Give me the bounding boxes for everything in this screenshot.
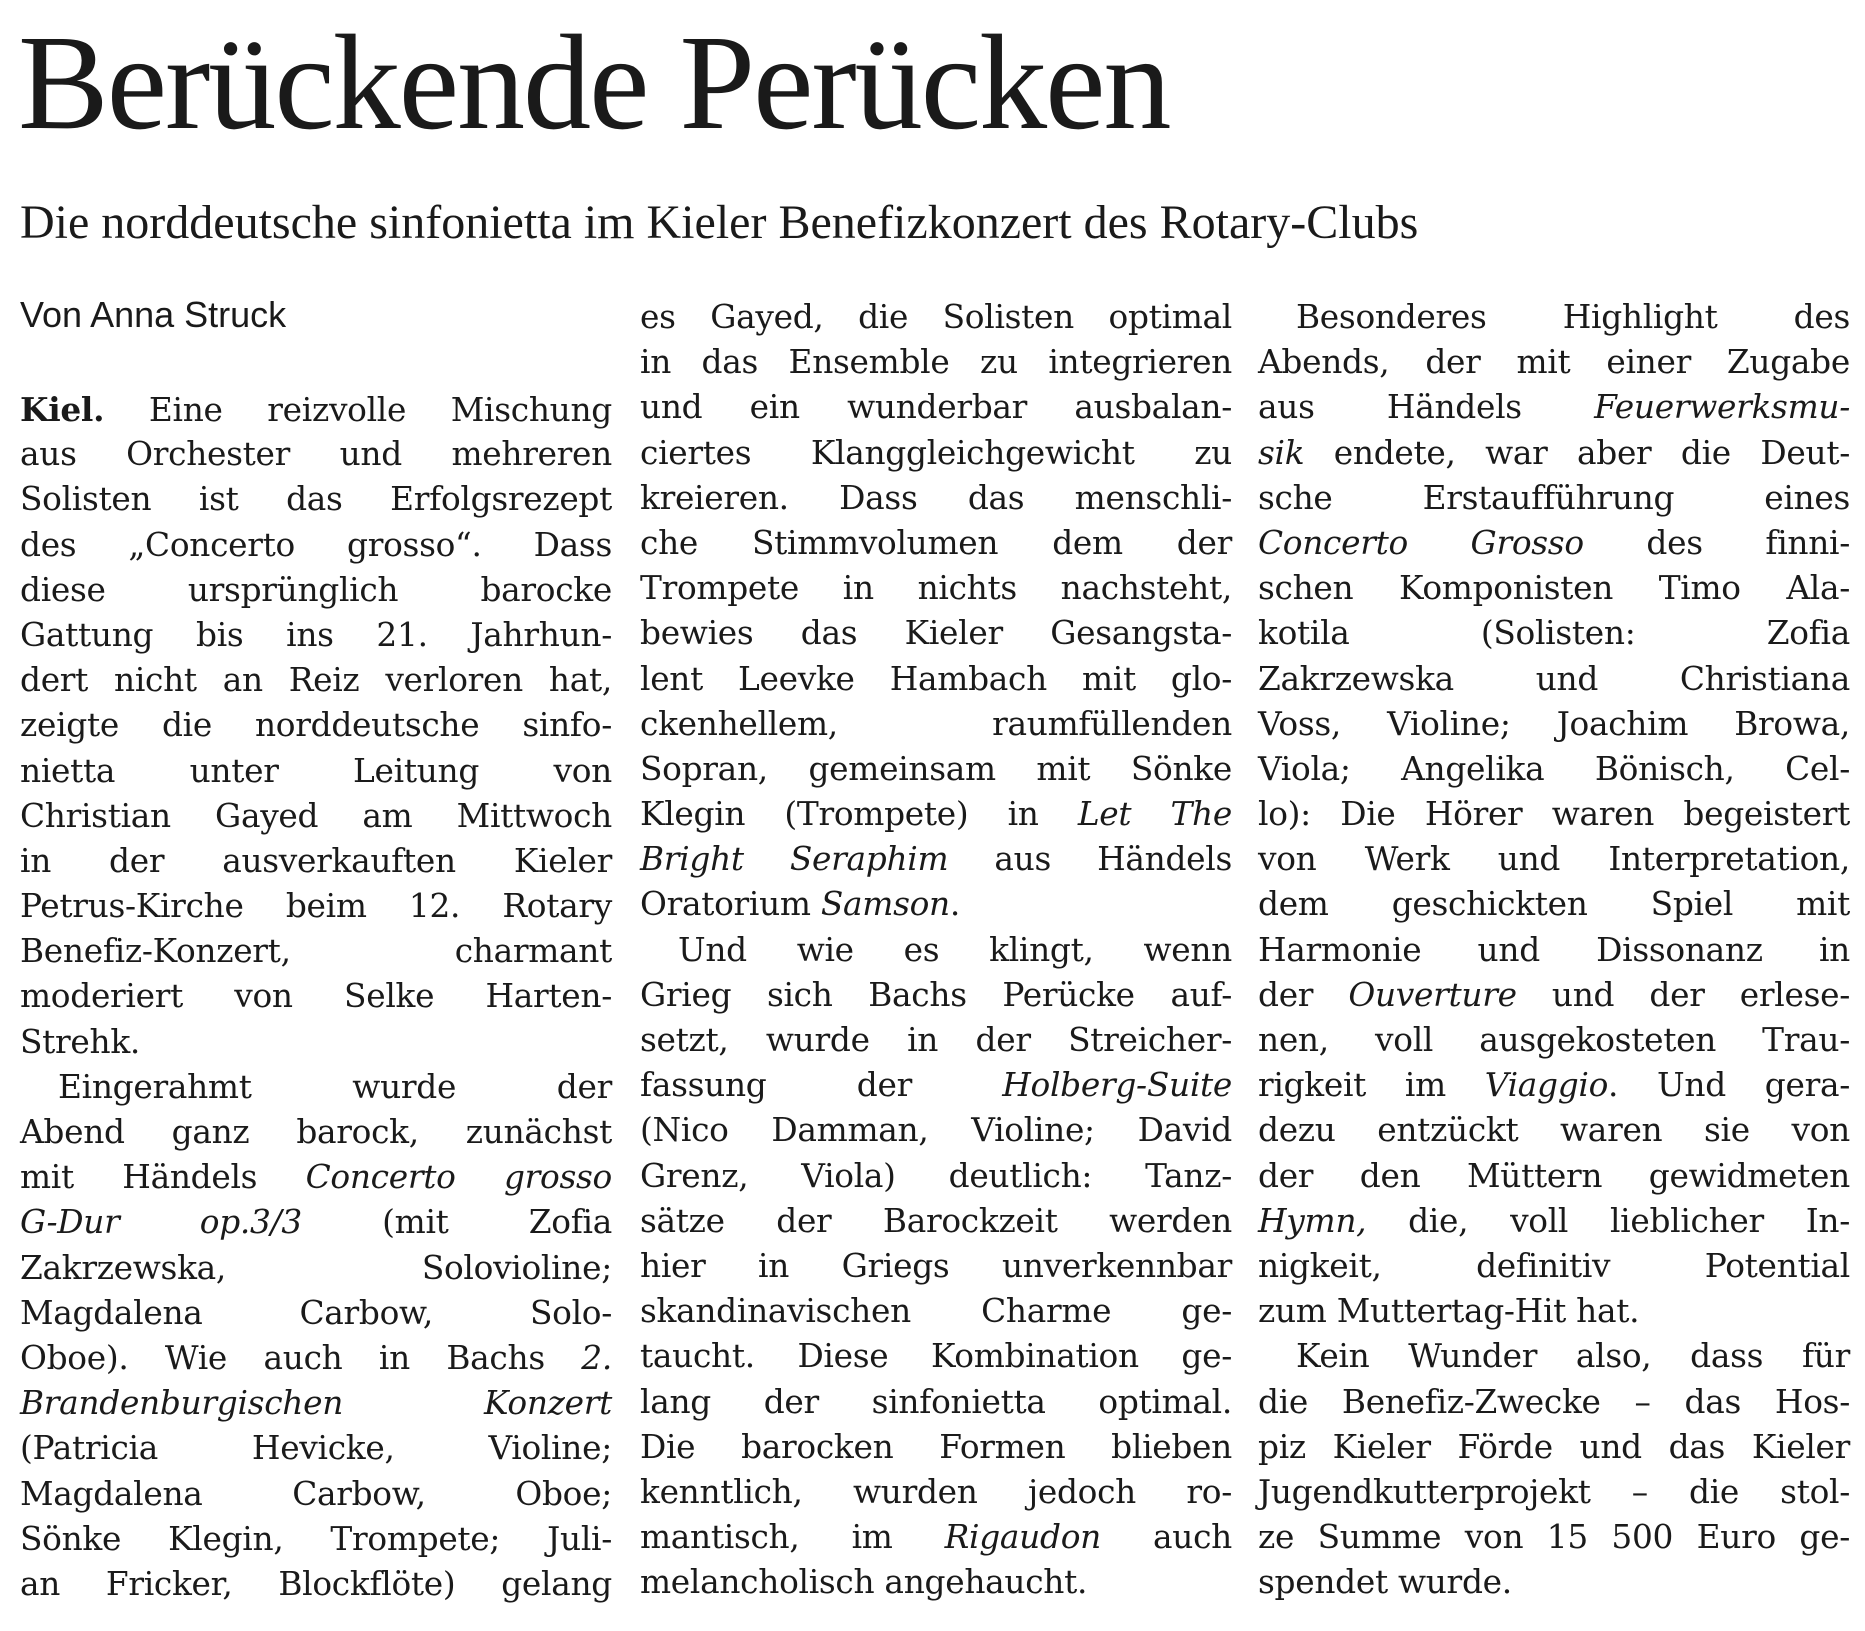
article-line: Bright Seraphim aus Händels: [640, 840, 1232, 879]
article-line: Kein Wunder also, dass für: [1296, 1337, 1850, 1376]
article-line: nen, voll ausgekosteten Trau-: [1258, 1021, 1850, 1059]
article-line: Solisten ist das Erfolgsrezept: [20, 480, 612, 519]
article-line: Sopran, gemeinsam mit Sönke: [640, 749, 1232, 788]
article-line: nigkeit, definitiv Potential: [1258, 1246, 1850, 1285]
article-line: Petrus-Kirche beim 12. Rotary: [20, 887, 612, 926]
article-line: setzt, wurde in der Streicher-: [640, 1021, 1232, 1059]
article-line: dezu entzückt waren sie von: [1258, 1111, 1850, 1150]
article-line: mantisch, im Rigaudon auch: [640, 1518, 1233, 1557]
article-line: Zakrzewska, Solovioline;: [20, 1248, 612, 1287]
article-line: sche Erstaufführung eines: [1258, 478, 1850, 517]
article-line: es Gayed, die Solisten optimal: [640, 298, 1232, 336]
article-line: Christian Gayed am Mittwoch: [20, 796, 612, 835]
article-line: Abends, der mit einer Zugabe: [1258, 343, 1850, 382]
article-line: ckenhellem, raumfüllenden: [640, 704, 1232, 743]
article-line: kreieren. Dass das menschli-: [640, 478, 1232, 517]
article-line: (Patricia Hevicke, Violine;: [20, 1429, 612, 1468]
article-line: Concerto Grosso des finni-: [1258, 523, 1851, 562]
article-line: Sönke Klegin, Trompete; Juli-: [20, 1519, 612, 1558]
article-line: spendet wurde.: [1258, 1563, 1512, 1602]
article-line: und ein wunderbar ausbalan-: [640, 388, 1232, 427]
article-line: Trompete in nichts nachsteht,: [640, 569, 1232, 608]
article-line: Brandenburgischen Konzert: [20, 1384, 612, 1423]
article-subheadline: Die norddeutsche sinfonietta im Kieler Benefizkonzert des Rotary-Clubs: [20, 196, 1419, 249]
article-line: rigkeit im Viaggio. Und gera-: [1258, 1066, 1850, 1105]
article-line: Voss, Violine; Joachim Browa,: [1258, 704, 1850, 743]
article-line: moderiert von Selke Harten-: [20, 977, 612, 1016]
article-line: melancholisch angehaucht.: [640, 1563, 1088, 1602]
article-line: Jugendkutterprojekt – die stol-: [1258, 1472, 1850, 1511]
article-line: kenntlich, wurden jedoch ro-: [640, 1472, 1232, 1511]
article-line: Grenz, Viola) deutlich: Tanz-: [640, 1156, 1232, 1195]
article-line: hier in Griegs unverkennbar: [640, 1246, 1232, 1285]
article-line: Harmonie und Dissonanz in: [1258, 930, 1850, 969]
article-line: Die barocken Formen blieben: [640, 1427, 1232, 1466]
article-line: Strehk.: [20, 1022, 141, 1061]
article-line: Gattung bis ins 21. Jahrhun-: [20, 615, 612, 654]
article-line: Grieg sich Bachs Perücke auf-: [640, 975, 1232, 1014]
article-line: Kiel. Eine reizvolle Mischung: [20, 390, 612, 429]
article-line: Benefiz-Konzert, charmant: [20, 932, 612, 971]
article-line: in das Ensemble zu integrieren: [640, 343, 1232, 382]
article-line: aus Orchester und mehreren: [20, 435, 612, 474]
article-line: Hymn, die, voll lieblicher In-: [1258, 1201, 1850, 1240]
article-byline: Von Anna Struck: [20, 294, 287, 335]
article-line: Besonderes Highlight des: [1296, 298, 1850, 336]
article-line: aus Händels Feuerwerksmu-: [1258, 388, 1850, 427]
article-line: lent Leevke Hambach mit glo-: [640, 659, 1232, 698]
article-column-3: [1258, 295, 1850, 1605]
article-line: nietta unter Leitung von: [20, 751, 612, 790]
article-line: der Ouverture und der erlese-: [1258, 975, 1850, 1014]
article-line: dem geschickten Spiel mit: [1258, 885, 1850, 924]
article-line: zeigte die norddeutsche sinfo-: [20, 706, 612, 745]
article-line: Oratorium Samson.: [640, 885, 961, 924]
article-line: Eingerahmt wurde der: [58, 1067, 612, 1106]
article-line: Klegin (Trompete) in Let The: [640, 795, 1232, 834]
article-line: Magdalena Carbow, Solo-: [20, 1293, 612, 1332]
article-line: Und wie es klingt, wenn: [678, 930, 1232, 969]
article-line: (Nico Damman, Violine; David: [640, 1111, 1232, 1150]
article-line: sätze der Barockzeit werden: [640, 1201, 1232, 1240]
article-line: fassung der Holberg-Suite: [640, 1066, 1232, 1105]
article-line: des „Concerto grosso“. Dass: [20, 525, 612, 564]
article-line: schen Komponisten Timo Ala-: [1258, 569, 1850, 608]
article-line: Abend ganz barock, zunächst: [20, 1113, 612, 1151]
article-line: che Stimmvolumen dem der: [640, 523, 1232, 562]
article-line: an Fricker, Blockflöte) gelang: [20, 1564, 612, 1603]
article-line: taucht. Diese Kombination ge-: [640, 1337, 1232, 1376]
article-line: Viola; Angelika Bönisch, Cel-: [1258, 749, 1850, 788]
article-line: diese ursprünglich barocke: [20, 570, 612, 609]
article-line: Zakrzewska und Christiana: [1258, 659, 1850, 698]
article-line: dert nicht an Reiz verloren hat,: [20, 661, 612, 700]
article-line: lang der sinfonietta optimal.: [640, 1382, 1232, 1421]
article-column-1: [20, 387, 612, 1607]
article-line: die Benefiz-Zwecke – das Hos-: [1258, 1382, 1850, 1421]
article-line: zum Muttertag-Hit hat.: [1258, 1292, 1640, 1331]
article-line: ciertes Klanggleichgewicht zu: [640, 433, 1232, 472]
article-line: piz Kieler Förde und das Kieler: [1258, 1427, 1850, 1466]
article-line: skandinavischen Charme ge-: [640, 1292, 1232, 1331]
article-line: sik endete, war aber die Deut-: [1258, 433, 1850, 472]
article-line: ze Summe von 15 500 Euro ge-: [1258, 1518, 1850, 1557]
article-line: bewies das Kieler Gesangsta-: [640, 614, 1232, 653]
article-column-2: [640, 295, 1232, 1605]
article-line: kotila (Solisten: Zofia: [1258, 614, 1850, 653]
article-line: mit Händels Concerto grosso: [20, 1158, 612, 1197]
article-line: Magdalena Carbow, Oboe;: [20, 1474, 612, 1513]
article-line: Oboe). Wie auch in Bachs 2.: [20, 1338, 612, 1377]
article-headline: Berückende Perücken: [18, 8, 1170, 158]
article-line: in der ausverkauften Kieler: [20, 841, 612, 880]
article-line: G-Dur op.3/3 (mit Zofia: [20, 1203, 612, 1242]
article-line: der den Müttern gewidmeten: [1258, 1156, 1850, 1195]
article-line: von Werk und Interpretation,: [1258, 840, 1850, 879]
article-line: lo): Die Hörer waren begeistert: [1258, 795, 1850, 834]
